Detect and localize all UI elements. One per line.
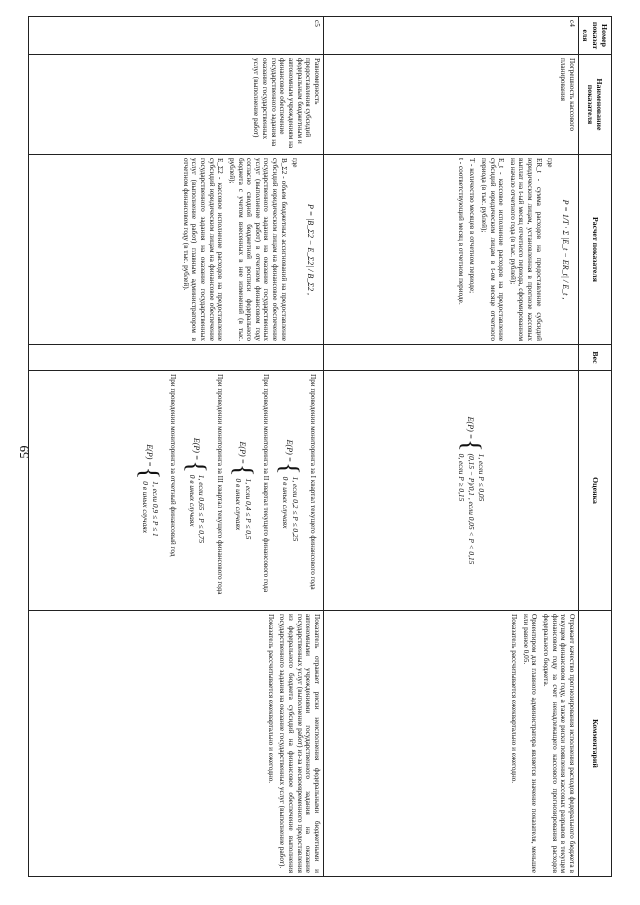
row-name: Погрешность кассового планирования xyxy=(323,55,578,155)
calc-where: где xyxy=(291,158,300,168)
eval-case: 1, если 0,9 ≤ P ≤ 1 xyxy=(150,481,160,537)
eval-case: 0 в иных случаях xyxy=(280,476,290,529)
eval-label: При проведении мониторинга за отчетный финансовый год xyxy=(169,374,178,557)
row-weight xyxy=(323,345,578,371)
table-header-row xyxy=(578,17,611,877)
eval-lhs: E(P) = xyxy=(145,444,155,467)
row-eval xyxy=(28,371,323,611)
eval-case: 1, если 0,65 ≤ P ≤ 0,75 xyxy=(197,474,207,544)
row-comment xyxy=(323,611,578,877)
table-row xyxy=(28,17,323,877)
eval-case: 0, если P ≥ 0,15 xyxy=(457,453,467,502)
comment-para: Показатель отражает риски неисполнения федеральными бюджетными и автономными учреждениями государственного задания на оказание государственных услуг (выполнение работ) из-за несвоевременного предоставления из федерального бюджета субсидий на финансовое обеспечение выполнения государственного задания на оказание государственных услуг (выполнение работ). xyxy=(278,614,321,873)
calc-def: T - количество месяцев в отчетном периоде; xyxy=(468,158,477,294)
calc-def: t - соответствующий месяц в отчетном периоде. xyxy=(456,158,465,305)
header-name: Наименование показателя xyxy=(578,55,611,155)
eval-case: 1, если 0,4 ≤ P ≤ 0,5 xyxy=(244,478,254,540)
row-calc xyxy=(323,155,578,345)
header-weight: Вес xyxy=(578,345,611,371)
comment-para: Ориентиром для главного администратора является значение показателя, меньшее или равное 0,05. xyxy=(521,614,539,873)
eval-lhs: E(P) = xyxy=(285,439,295,463)
brace-glyph: { xyxy=(182,460,212,473)
calc-formula: P = 1/T · Σ |E_t − ER_t| / E_t , xyxy=(560,199,570,300)
row-weight xyxy=(28,345,323,371)
eval-case: 0 в иных случаях xyxy=(187,474,197,527)
calc-def: B_Σ2 - объем бюджетных ассигнований на предоставление субсидий юридическим лицам на финансовое обеспечение государственного задания на оказание государственных услуг (выполнение работ) в отчетном финансовом году согласно сводной бюджетной росписи федерального бюджета с учетом внесенных в нее изменений (в тыс. рублей); xyxy=(227,158,288,341)
eval-lhs: E(P) = xyxy=(466,416,476,440)
eval-lhs: E(P) = xyxy=(191,437,201,461)
row-name: Равномерность предоставления субсидий федеральным бюджетным и автономным учреждениям на финансовое обеспечение государственного задания на оказание государственных услуг (выполнение работ) xyxy=(28,55,323,155)
eval-case: 1, если 0,2 ≤ P ≤ 0,25 xyxy=(290,476,300,542)
comment-para: Показатель рассчитывается ежеквартально и ежегодно. xyxy=(266,614,275,784)
row-eval xyxy=(323,371,578,611)
eval-label: При проведении мониторинга за I квартал текущего финансового года xyxy=(308,374,317,590)
indicators-table xyxy=(28,16,612,877)
table-row xyxy=(323,17,578,877)
calc-def: ER_t - сумма расходов на предоставление субсидий юридическим лицам, установленная в прогнозе кассовых выплат на t-ый месяц отчетного периода, сформированном на начало отчетного года (в тыс. рублей); xyxy=(508,158,543,341)
row-num: c4 xyxy=(323,17,578,55)
header-num: Номер показат еля xyxy=(578,17,611,55)
calc-def: E_t - кассовое исполнение расходов на предоставление субсидий юридическим лицам в t-ом месяце отчетного периода (в тыс. рублей); xyxy=(479,158,506,341)
calc-where: где xyxy=(546,158,555,168)
brace-glyph: { xyxy=(275,462,305,475)
eval-label: При проведении мониторинга за II квартал текущего финансового года xyxy=(262,374,271,593)
eval-case: (0,15 − P)/0,1 , если 0,05 < P < 0,15 xyxy=(467,453,477,565)
eval-case: 0 в иных случаях xyxy=(140,481,150,533)
row-num: c5 xyxy=(28,17,323,55)
eval-label: При проведении мониторинга за III квартал текущего финансового года xyxy=(215,374,224,595)
header-eval: Оценка xyxy=(578,371,611,611)
comment-para: Отражает качество прогнозирования исполнения расходов федерального бюджета в текущем финансовом году, а также риски появления кассовых разрывов в текущем финансовом году за счет ненадлежащего кассового прогнозирования расходов федерального бюджета. xyxy=(542,614,576,873)
page-number: 59 xyxy=(16,445,32,459)
brace-glyph: { xyxy=(456,439,486,452)
rotated-page xyxy=(52,16,612,876)
eval-case: 1, если P ≤ 0,05 xyxy=(476,453,486,502)
eval-case: 0 в иных случаях xyxy=(234,478,244,531)
eval-lhs: E(P) = xyxy=(238,441,248,465)
brace-glyph: { xyxy=(135,466,165,480)
header-calc: Расчет показателя xyxy=(578,155,611,345)
header-comment: Комментарий xyxy=(578,611,611,877)
comment-para: Показатель рассчитывается ежеквартально и ежегодно. xyxy=(510,614,519,784)
row-calc xyxy=(28,155,323,345)
calc-formula: P = |B_Σ2 − E_Σ2| / B_Σ2 , xyxy=(305,203,315,296)
brace-glyph: { xyxy=(228,464,258,477)
calc-def: E_Σ2 - кассовое исполнение расходов на предоставление субсидий юридическим лицам на финансовое обеспечение государственного задания на оказание государственных услуг (выполнение работ) главным администратором в отчетном финансовом году (в тыс. рублей). xyxy=(181,158,225,341)
row-comment xyxy=(28,611,323,877)
